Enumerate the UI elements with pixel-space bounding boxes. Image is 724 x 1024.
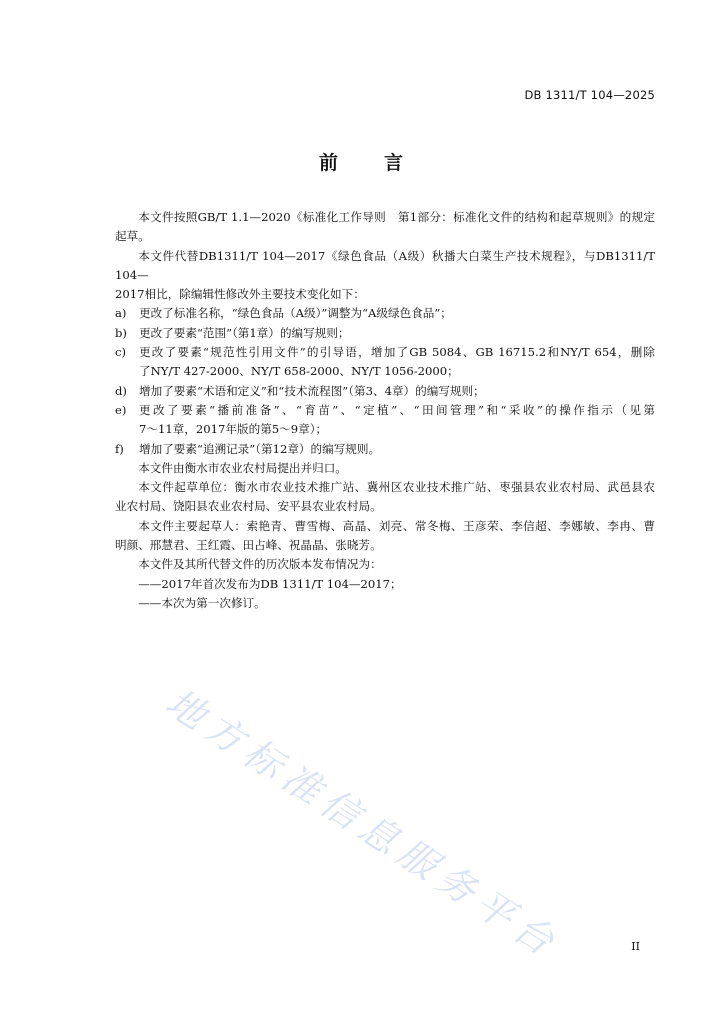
- document-code: DB 1311/T 104—2025: [524, 88, 655, 102]
- change-item-a: [115, 304, 655, 323]
- list-marker: c): [115, 345, 127, 360]
- paragraph-proposer: 本文件由衡水市农业农村局提出并归口。: [138, 460, 347, 475]
- list-marker: b): [115, 325, 127, 340]
- list-item-text: 更改了标准名称，“绿色食品（A级）”调整为“A级绿色食品”；: [139, 306, 452, 321]
- list-item-text: 增加了要素“术语和定义”和“技术流程图”（第3、4章）的编写规则；: [139, 383, 485, 398]
- list-item-text: 更改了要素“规范性引用文件”的引导语，增加了GB 5084、GB 16715.2和NY/T 654，删除: [139, 345, 655, 360]
- watermark: 地方标准信息服务平台: [158, 679, 568, 968]
- list-marker: e): [115, 402, 127, 417]
- paragraph-units-line2: 业农村局、饶阳县农业农村局、安平县农业农村局。: [115, 499, 382, 514]
- foreword-body: [115, 208, 655, 613]
- list-item-text: 更改了要素“范围”（第1章）的编写规则；: [139, 325, 350, 340]
- list-item-text: 增加了要素“追溯记录”（第12章）的编写规则。: [139, 441, 381, 456]
- change-item-f: [115, 440, 655, 459]
- paragraph-units-line1: 本文件起草单位：衡水市农业技术推广站、冀州区农业技术推广站、枣强县农业农村局、武邑县农: [138, 480, 655, 495]
- page-title: [0, 148, 724, 175]
- change-item-b: [115, 324, 655, 343]
- paragraph-basis-line2: 起草。: [115, 229, 150, 244]
- list-marker: f): [115, 441, 124, 456]
- paragraph-drafters-line1: 本文件主要起草人：索艳青、曹雪梅、高晶、刘亮、常冬梅、王彦荣、李信超、李娜敏、李冉、曹: [138, 518, 655, 533]
- title-char-1: 前: [318, 152, 340, 174]
- list-marker: a): [115, 306, 127, 321]
- change-item-c: [115, 343, 655, 382]
- page-number: II: [631, 940, 640, 953]
- paragraph-history-intro: 本文件及其所代替文件的历次版本发布情况为：: [138, 557, 382, 572]
- paragraph-basis-line1: 本文件按照GB/T 1.1—2020《标准化工作导则 第1部分：标准化文件的结构和起草规则》的规定: [138, 210, 655, 224]
- paragraph-replace-line1: 本文件代替DB1311/T 104—2017《绿色食品（A级）秋播大白菜生产技术规程》，与DB1311/T 104—: [115, 248, 655, 282]
- list-item-text: 更改了要素“播前准备”、“育苗”、“定植”、“田间管理”和“采收”的操作指示（见第: [139, 402, 655, 417]
- list-marker: d): [115, 383, 127, 398]
- title-char-2: 言: [384, 152, 406, 174]
- list-item-text-continued: 7～11章，2017年版的第5～9章）；: [139, 422, 328, 437]
- list-item-text-continued: 了NY/T 427-2000、NY/T 658-2000、NY/T 1056-2000；: [139, 364, 459, 379]
- history-entry-1: ——2017年首次发布为DB 1311/T 104—2017；: [138, 576, 402, 591]
- change-item-d: [115, 382, 655, 401]
- history-entry-2: ——本次为第一次修订。: [138, 595, 266, 610]
- change-item-e: [115, 401, 655, 440]
- paragraph-drafters-line2: 明颜、邢慧君、王红霞、田占峰、祝晶晶、张晓芳。: [115, 538, 382, 553]
- paragraph-replace-line2: 2017相比，除编辑性修改外主要技术变化如下：: [115, 287, 365, 302]
